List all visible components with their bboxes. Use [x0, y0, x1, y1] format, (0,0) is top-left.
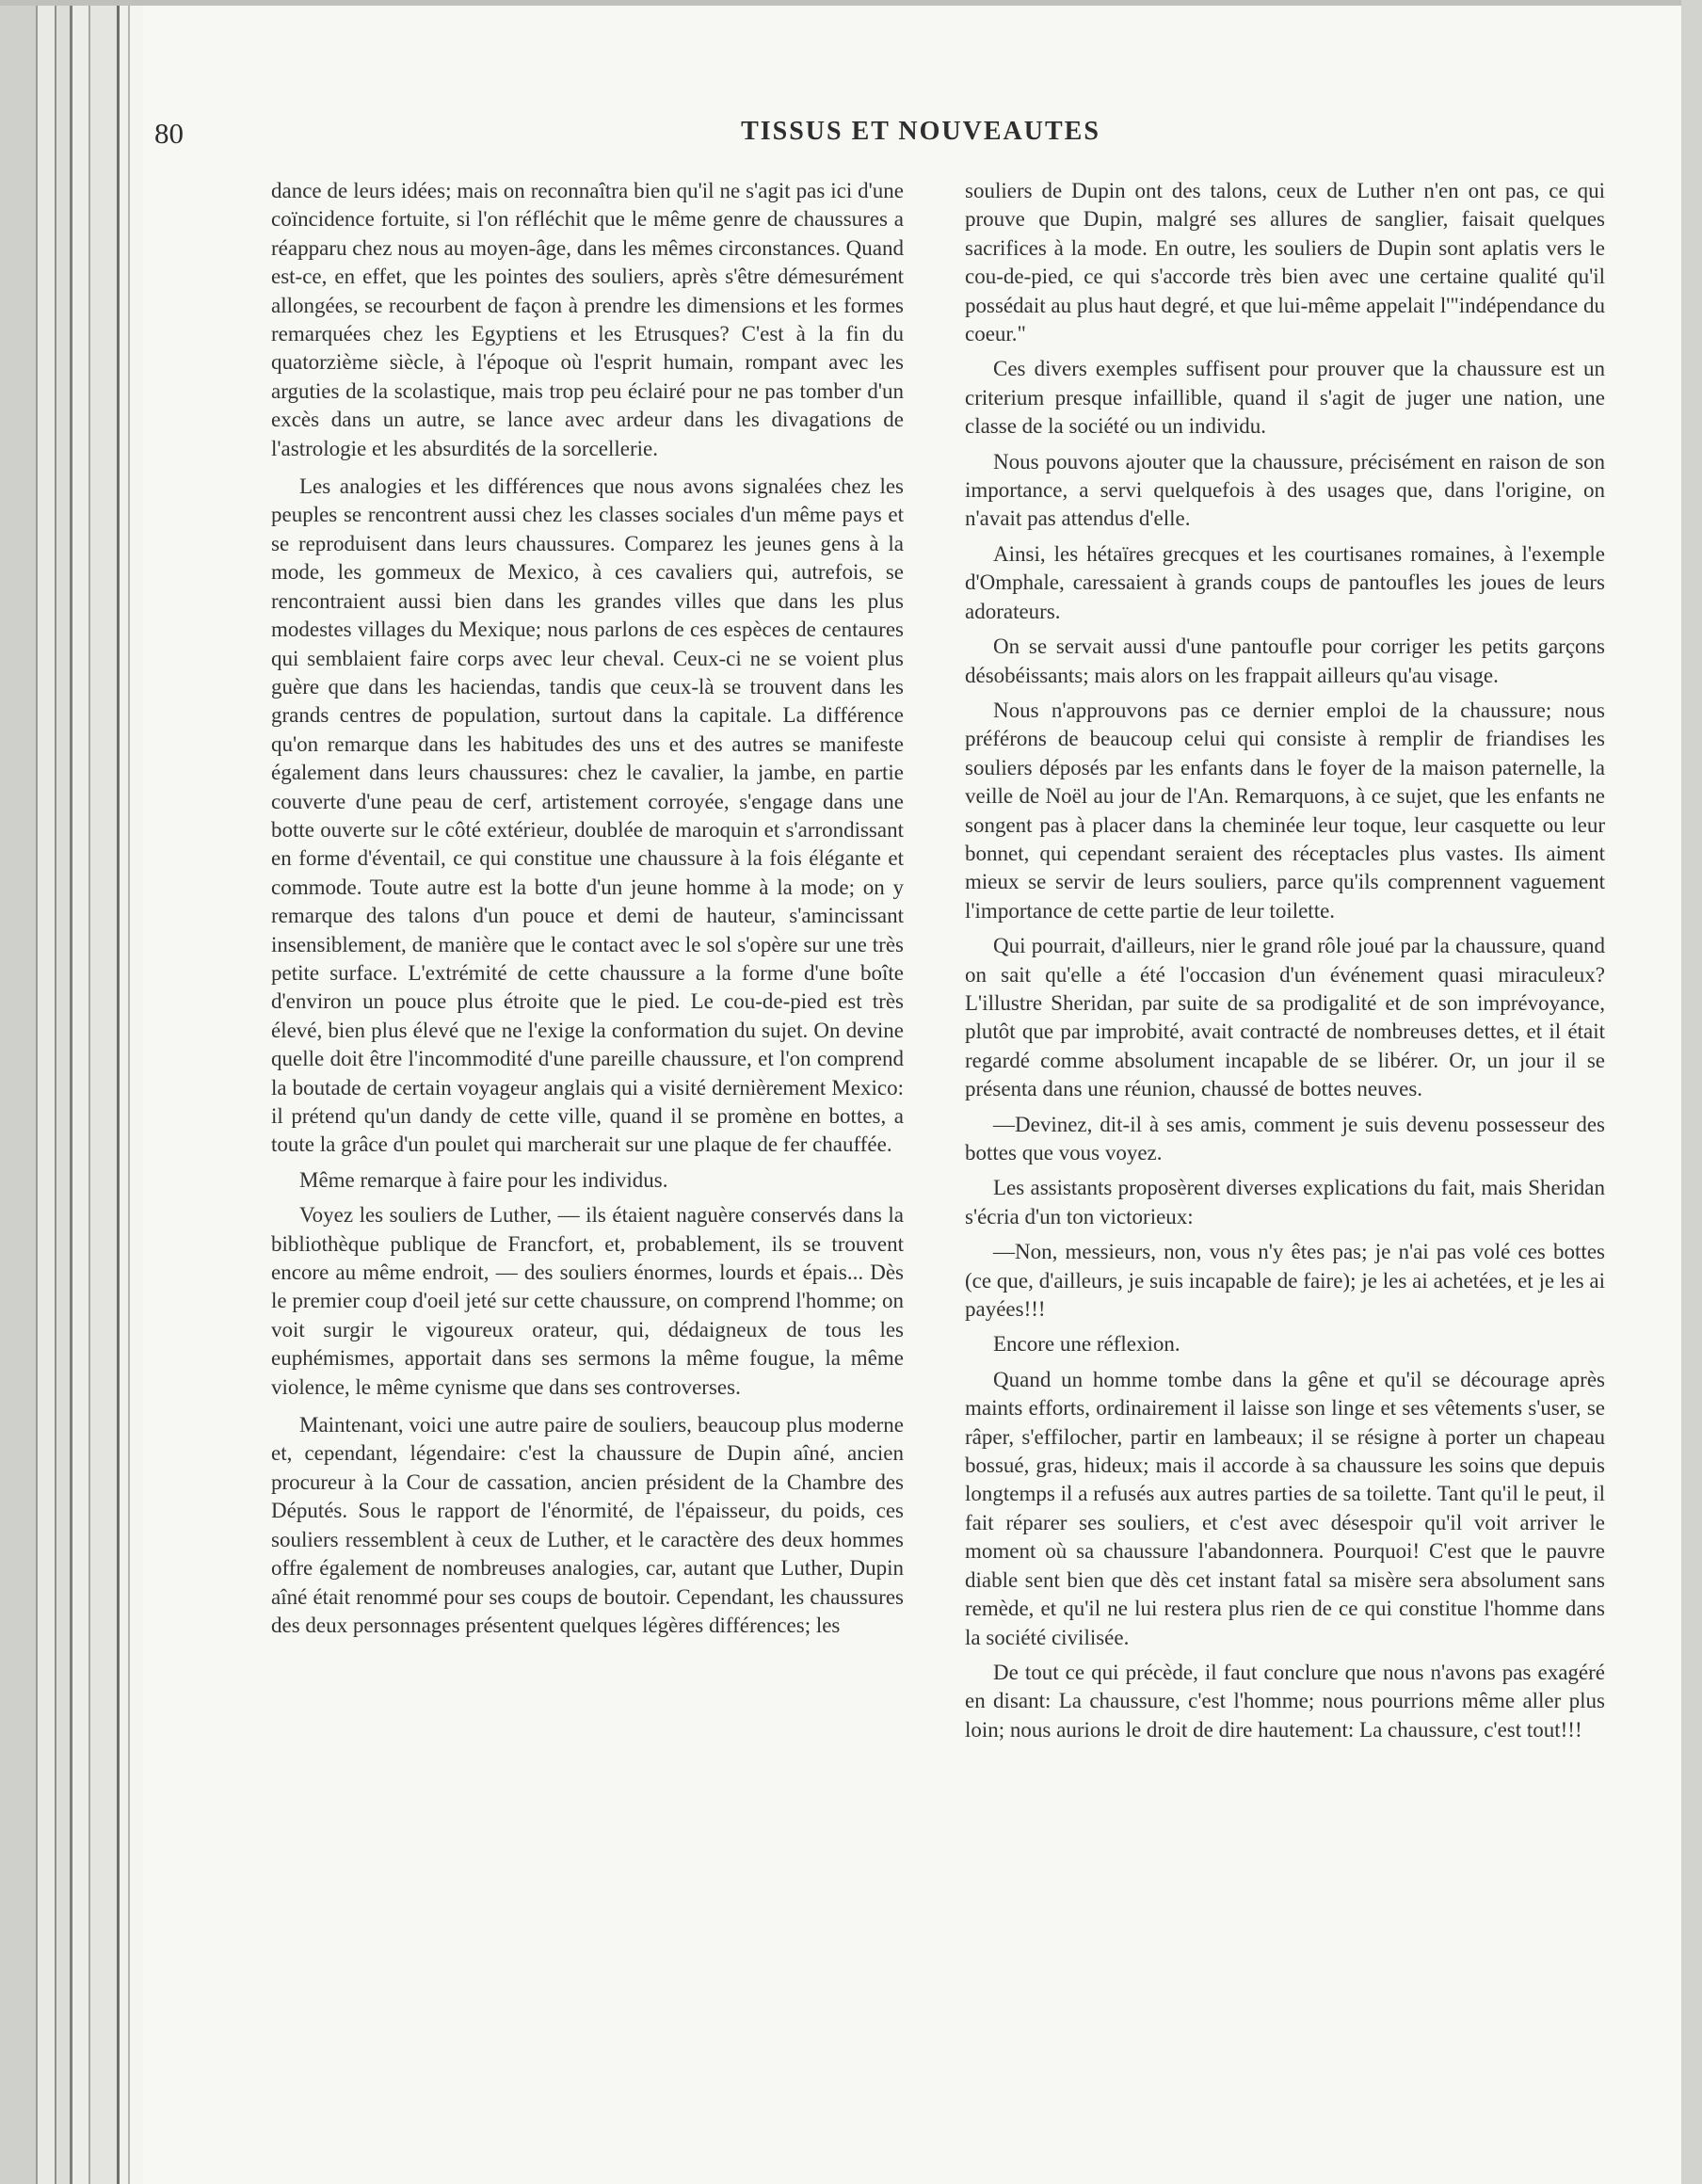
paragraph: —Non, messieurs, non, vous n'y êtes pas; je n'ai pas volé ces bottes (ce que, d'ailleurs, je suis incapable de faire); je les ai achetées, et je les ai payées!!! — [965, 1240, 1605, 1322]
book-edge — [88, 0, 119, 2184]
paragraph: Ces divers exemples suffisent pour prouver que la chaussure est un criterium presque infaillible, quand il s'agit de juger une nation, une classe de la société ou un individu. — [965, 357, 1605, 439]
paragraph: Maintenant, voici une autre paire de souliers, beaucoup plus moderne et, cependant, légendaire: c'est la chaussure de Dupin aîné, ancien procureur à la Cour de cassation, ancien président de la Chambre des Députés. Sous le rapport de l'énormité, de l'épaisseur, du poids, ces souliers ressemblent à ceux de Luther, et le caractère des deux hommes offre également de nombreuses analogies, car, autant que Luther, Dupin aîné était renommé pour ses coups de boutoir. Cependant, les chaussures des deux personnages présentent quelques légères différences; les — [271, 1413, 904, 1637]
paragraph: Qui pourrait, d'ailleurs, nier le grand rôle joué par la chaussure, quand on sait qu'elle a été l'occasion d'un événement quasi miraculeux? L'illustre Sheridan, par suite de sa prodigalité et de son imprévoyance, plutôt que par improbité, avait contracté de nombreuses dettes, et il était regardé comme absolument incapable de se libérer. Or, un jour il se présenta dans une réunion, chaussé de bottes neuves. — [965, 934, 1605, 1101]
left-column — [271, 177, 904, 1646]
paragraph: Quand un homme tombe dans la gêne et qu'il se décourage après maints efforts, ordinairement il laisse son linge et ses vêtements s'user, se râper, s'effilocher, partir en lambeaux; il se résigne à porter un chapeau bossué, gras, hideux; mais il accorde à sa chaussure les soins que depuis longtemps il a refusés aux autres parties de sa toilette. Tant qu'il le peut, il fait réparer ses souliers, et c'est avec désespoir qu'il voit arriver le moment où sa chaussure l'abandonnera. Pourquoi! C'est que le pauvre diable sent bien que dès cet instant fatal sa misère sera absolument sans remède, et qu'il ne lui restera plus rien de ce qui constitue l'homme dans la société civilisée. — [965, 1367, 1605, 1649]
paragraph: dance de leurs idées; mais on reconnaîtra bien qu'il ne s'agit pas ici d'une coïncidence fortuite, si l'on réfléchit que le même genre de chaussures a réapparu chez nous au moyen-âge, dans les mêmes circonstances. Quand est-ce, en effet, que les pointes des souliers, après s'être démesurément allongées, se recourbent de façon à prendre les dimensions et les formes remarquées chez les Egyptiens et les Etrusques? C'est à la fin du quatorzième siècle, à l'époque où l'esprit humain, rompant avec les arguties de la scolastique, mais trop peu éclairé pour ne pas tomber d'un excès dans un autre, se lance avec ardeur dans les divagations de l'astrologie et les absurdités de la sorcellerie. — [271, 179, 904, 460]
paragraph: Voyez les souliers de Luther, — ils étaient naguère conservés dans la bibliothèque publique de Francfort, et, probablement, ils se trouvent encore au même endroit, — des souliers énormes, lourds et épais... Dès le premier coup d'oeil jeté sur cette chaussure, on comprend l'homme; on voit surgir le vigoureux orateur, qui, dédaigneux de tous les euphémismes, apportait dans ses sermons la même fougue, la même violence, le même cynisme que dans ses controverses. — [271, 1203, 904, 1399]
paragraph: Même remarque à faire pour les individus. — [299, 1167, 668, 1192]
paragraph: souliers de Dupin ont des talons, ceux de Luther n'en ont pas, ce qui prouve que Dupin, malgré ses allures de sanglier, faisait quelques sacrifices à la mode. En outre, les souliers de Dupin sont aplatis vers le cou-de-pied, ce qui s'accorde très bien avec une certaine qualité qu'il possédait au plus haut degré, et que lui-même appelait l'"indépendance du coeur." — [965, 179, 1605, 346]
book-edge — [36, 0, 56, 2184]
paragraph: Les assistants proposèrent diverses explications du fait, mais Sheridan s'écria d'un ton victorieux: — [965, 1176, 1605, 1228]
paragraph: Nous n'approuvons pas ce dernier emploi de la chaussure; nous préférons de beaucoup celui qui consiste à remplir de friandises les souliers déposés par les enfants dans le foyer de la maison paternelle, la veille de Noël au jour de l'An. Remarquons, à ce sujet, que les enfants ne songent pas à placer dans la cheminée leur toque, leur casquette ou leur bonnet, qui cependant seraient des réceptacles plus vastes. Ils aiment mieux se servir de leurs souliers, parce qu'ils comprennent vaguement l'importance de cette partie de leur toilette. — [965, 698, 1605, 923]
running-title: TISSUS ET NOUVEAUTES — [741, 117, 1100, 146]
right-column — [965, 177, 1605, 1751]
paragraph: Les analogies et les différences que nous avons signalées chez les peuples se rencontrent aussi chez les classes sociales d'un même pays et se reproduisent dans leurs chaussures. Comparez les jeunes gens à la mode, les gommeux de Mexico, à ces cavaliers qui, autrefois, se rencontraient aussi bien dans les grandes villes que dans les plus modestes villages du Mexique; nous parlons de ces espèces de centaures qui semblaient faire corps avec leur cheval. Ceux-ci ne se voient plus guère que dans les haciendas, tandis que ceux-là se trouvent dans les grands centres de population, surtout dans la capitale. La différence qu'on remarque dans les habitudes des uns et des autres se manifeste également dans leurs chaussures: chez le cavalier, la jambe, en partie couverte d'une peau de cerf, artistement corroyée, s'engage dans une botte ouverte sur le côté extérieur, doublée de maroquin et s'arrondissant en forme d'éventail, ce qui constitue une chaussure à la fois élégante et commode. Toute autre est la botte d'un jeune homme à la mode; on y remarque des talons d'un pouce et demi de hauteur, s'amincissant insensiblement, de manière que le contact avec le sol s'opère sur une très petite surface. L'extrémité de cette chaussure a la forme d'une boîte d'environ un pouce plus étroite que le pied. Le cou-de-pied est très élevé, bien plus élevé que ne l'exige la conformation du sujet. On devine quelle doit être l'incommodité d'une pareille chaussure, et l'on comprend la boutade de certain voyageur anglais qui a visité dernièrement Mexico: il prétend qu'un dandy de cette ville, quand il se promène en bottes, a toute la grâce d'un poulet qui marcherait sur une plaque de fer chauffée. — [271, 474, 904, 1157]
paragraph: De tout ce qui précède, il faut conclure que nous n'avons pas exagéré en disant: La chaussure, c'est l'homme; nous pourrions même aller plus loin; nous aurions le droit de dire hautement: La chaussure, c'est tout!!! — [965, 1660, 1605, 1742]
scan-border-right — [1681, 0, 1702, 2184]
paragraph: Encore une réflexion. — [993, 1332, 1180, 1357]
paragraph: Nous pouvons ajouter que la chaussure, précisément en raison de son importance, a servi quelquefois à des usages que, dans l'origine, on n'avait pas attendus d'elle. — [965, 449, 1605, 531]
paragraph: On se servait aussi d'une pantoufle pour corriger les petits garçons désobéissants; mais alors on les frappait ailleurs qu'au visage. — [965, 634, 1605, 687]
page-number: 80 — [154, 117, 184, 150]
paragraph: —Devinez, dit-il à ses amis, comment je suis devenu possesseur des bottes que vous voyez. — [965, 1112, 1605, 1164]
paragraph: Ainsi, les hétaïres grecques et les courtisanes romaines, à l'exemple d'Omphale, caressaient à grands coups de pantoufles les joues de leurs adorateurs. — [965, 541, 1605, 623]
page-header — [154, 117, 1621, 154]
book-edge — [0, 0, 36, 2184]
